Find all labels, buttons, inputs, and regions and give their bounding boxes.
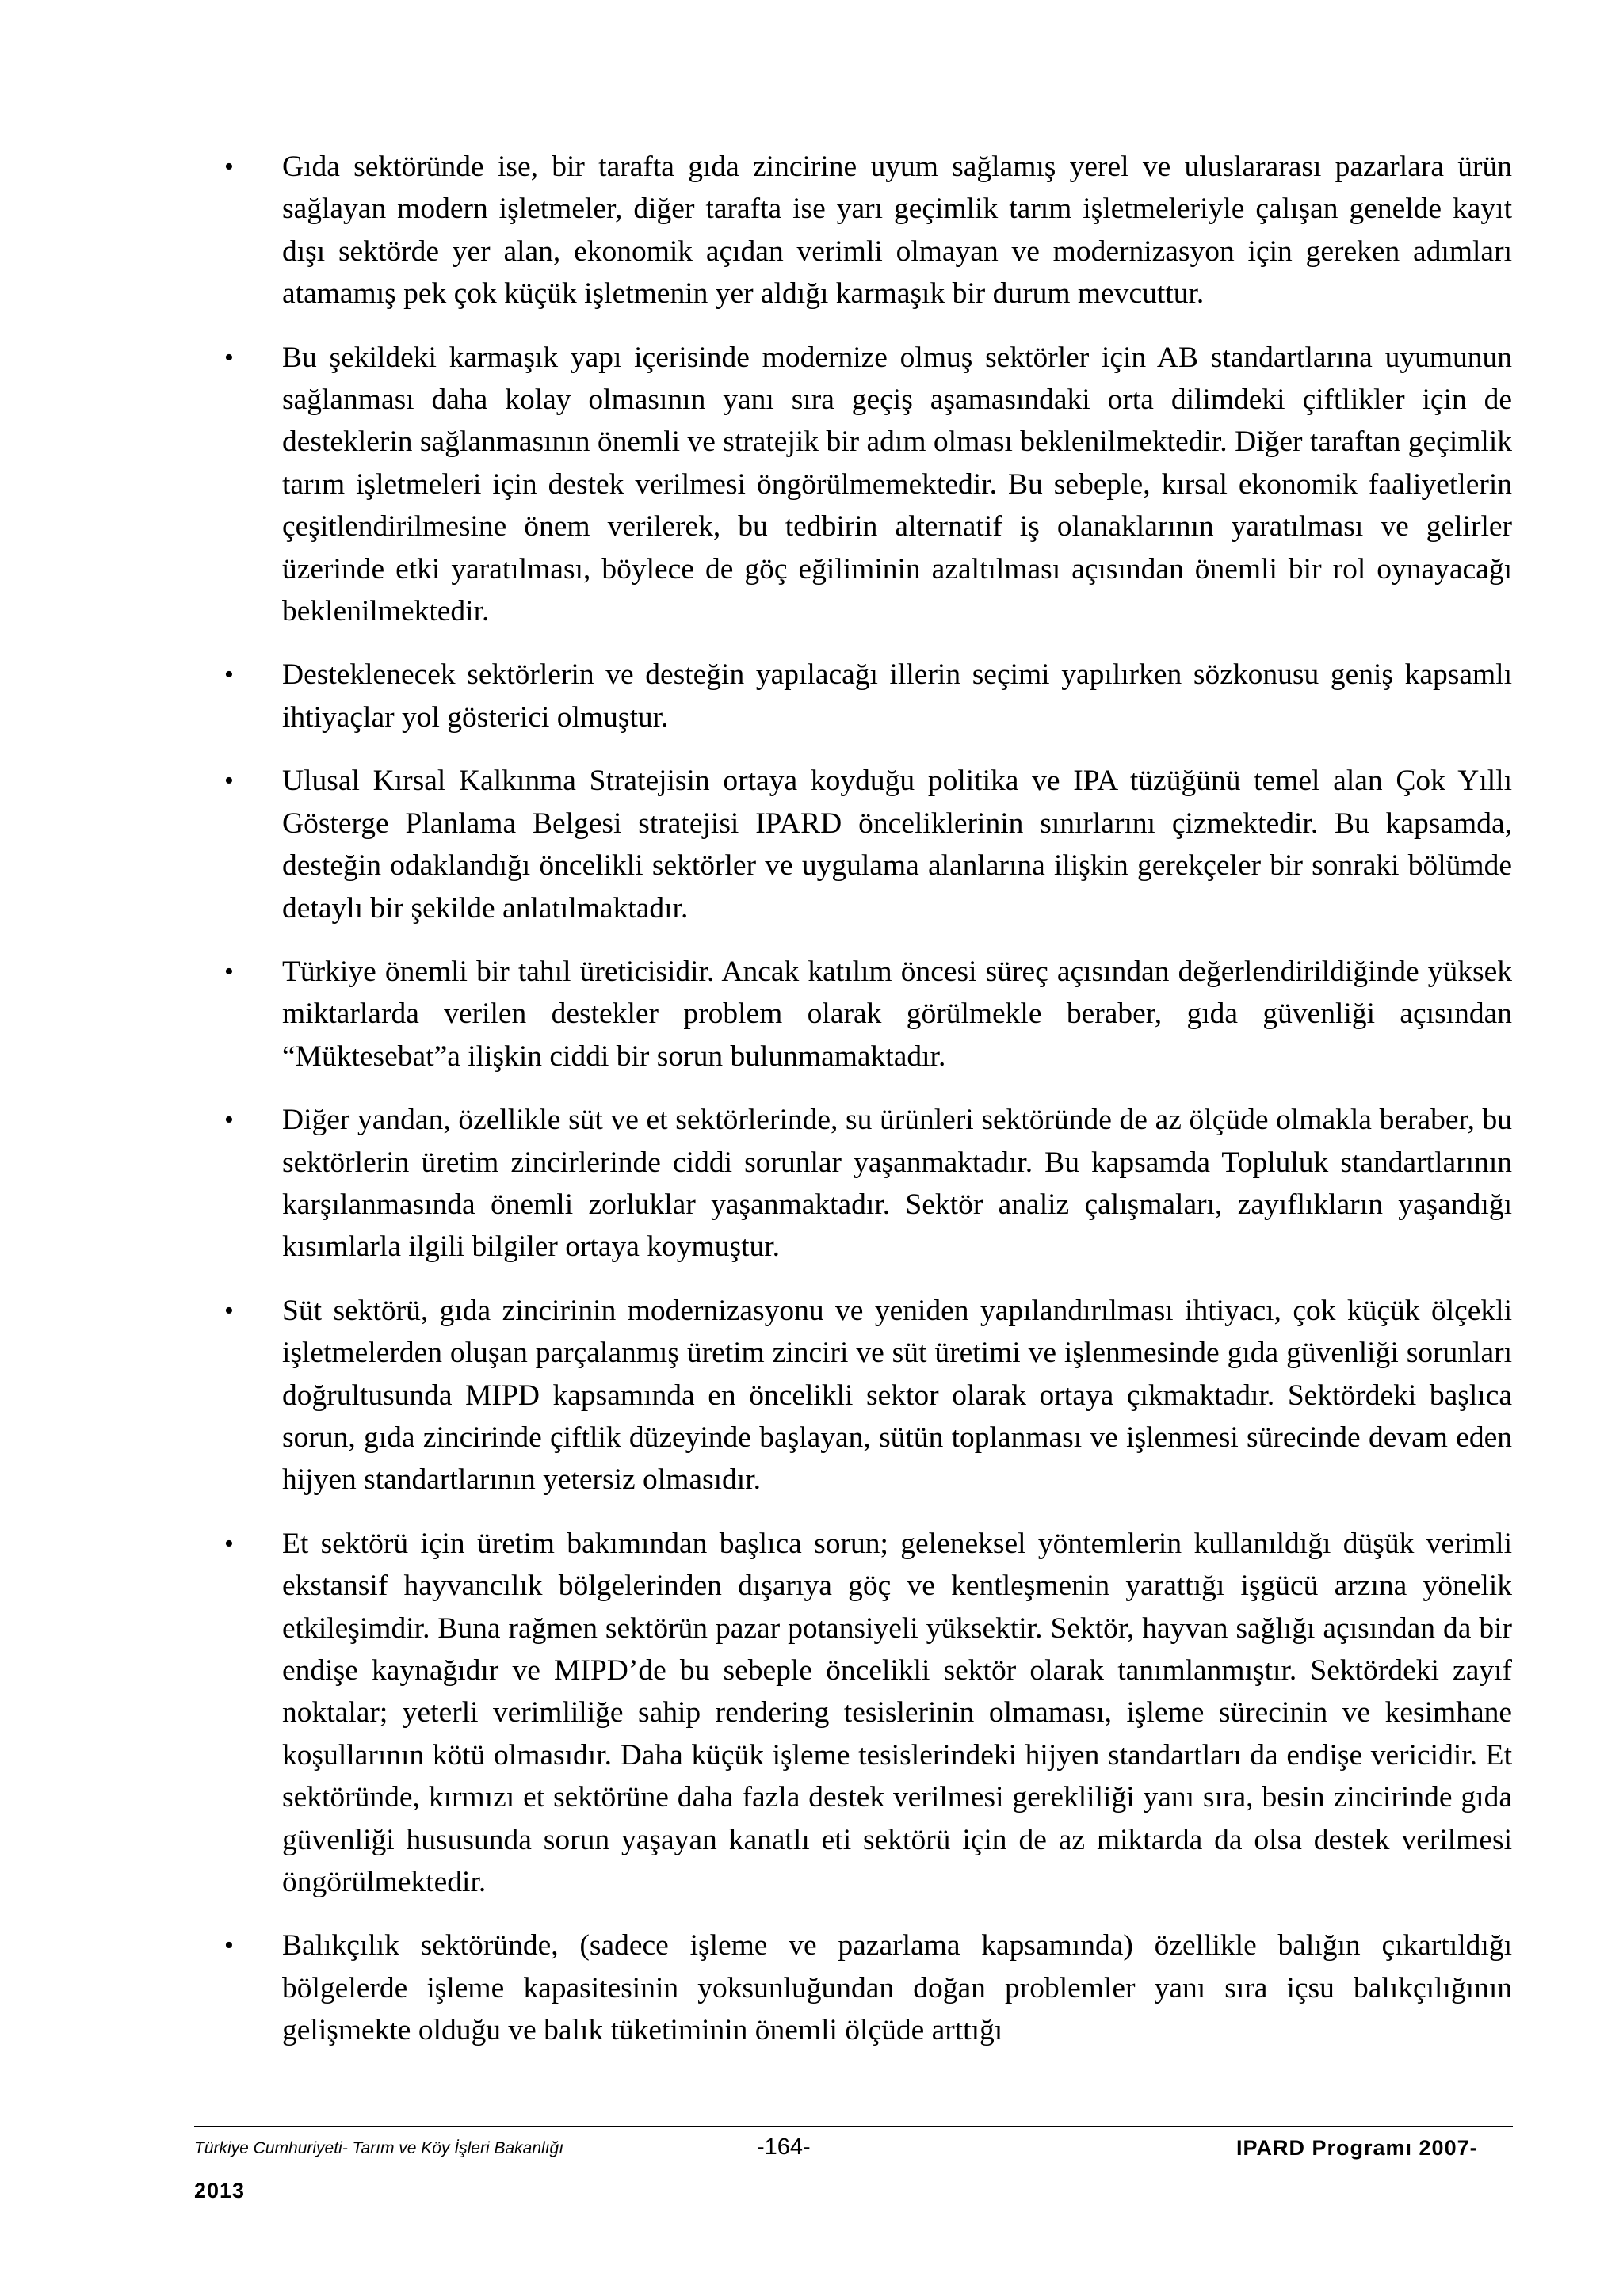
list-item	[224, 1099, 1512, 1268]
list-item	[224, 1523, 1512, 1904]
bullet-list	[224, 146, 1512, 2052]
paragraph-text: Desteklenecek sektörlerin ve desteğin yapılacağı illerin seçimi yapılırken sözkonusu geniş kapsamlı ihtiyaçlar yol gösterici olmuştur.	[282, 658, 1512, 734]
paragraph-text: Diğer yandan, özellikle süt ve et sektörlerinde, su ürünleri sektöründe de az ölçüde olmakla beraber, bu sektörlerin üretim zincirlerinde ciddi sorunlar yaşanmaktadır. Bu kapsamda Topluluk standartlarının karşılanmasında önemli zorluklar yaşanmaktadır. Sektör analiz çalışmaları, zayıflıkların yaşandığı kısımlarla ilgili bilgiler ortaya koymuştur.	[282, 1104, 1512, 1264]
list-item	[224, 1924, 1512, 2051]
paragraph-text: Et sektörü için üretim bakımından başlıca sorun; geleneksel yöntemlerin kullanıldığı düşük verimli ekstansif hayvancılık bölgelerinden dışarıya göç ve kentleşmenin yarattığı işgücü arzına yönelik etkileşimdir. Buna rağmen sektörün pazar potansiyeli yüksektir. Sektör, hayvan sağlığı açısından da bir endişe kaynağıdır ve MIPD’de bu sebeple öncelikli sektör olarak tanımlanmıştır. Sektördeki zayıf noktalar; yeterli verimliliğe sahip rendering tesislerinin olmaması, işleme sürecinin ve kesimhane koşullarının kötü olmasıdır. Daha küçük işleme tesislerindeki hijyen standartları da endişe vericidir. Et sektöründe, kırmızı et sektörüne daha fazla destek verilmesi gerekliliği yanı sıra, besin zincirinde gıda güvenliği hususunda sorun yaşayan kanatlı eti sektörü için de az miktarda da olsa destek verilmesi öngörülmektedir.	[282, 1527, 1512, 1899]
page-number: -164-	[757, 2134, 811, 2160]
bullet-icon: •	[224, 152, 234, 181]
bullet-icon: •	[224, 342, 234, 372]
bullet-icon: •	[224, 1931, 234, 1961]
footer-year: 2013	[194, 2179, 246, 2203]
list-item	[224, 146, 1512, 315]
bullet-icon: •	[224, 660, 234, 690]
bullet-icon: •	[224, 1295, 234, 1325]
paragraph-text: Ulusal Kırsal Kalkınma Stratejisin ortaya koyduğu politika ve IPA tüzüğünü temel alan Çok Yıllı Gösterge Planlama Belgesi stratejisi IPARD önceliklerinin sınırlarını çizmektedir. Bu kapsamda, desteğin odaklandığı öncelikli sektörler ve uygulama alanlarına ilişkin gerekçeler bir sonraki bölümde detaylı bir şekilde anlatılmaktadır.	[282, 765, 1512, 925]
paragraph-text: Süt sektörü, gıda zincirinin modernizasyonu ve yeniden yapılandırılması ihtiyacı, çok küçük ölçekli işletmelerden oluşan parçalanmış üretim zinciri ve süt üretimi ve işlenmesinde gıda güvenliği sorunları doğrultusunda MIPD kapsamında en öncelikli sektor olarak ortaya çıkmaktadır. Sektördeki başlıca sorun, gıda zincirinde çiftlik düzeyinde başlayan, sütün toplanması ve işlenmesi sürecinde devam eden hijyen standartlarının yetersiz olmasıdır.	[282, 1294, 1512, 1497]
paragraph-text: Bu şekildeki karmaşık yapı içerisinde modernize olmuş sektörler için AB standartlarına uyumunun sağlanması daha kolay olmasının yanı sıra geçiş aşamasındaki orta dilimdeki çiftlikler için de desteklerin sağlanmasının önemli ve stratejik bir adım olması beklenilmektedir. Diğer taraftan geçimlik tarım işletmeleri için destek verilmesi öngörülmemektedir. Bu sebeple, kırsal ekonomik faaliyetlerin çeşitlendirilmesine önem verilerek, bu tedbirin alternatif iş olanaklarının yaratılması ve gelirler üzerinde etki yaratılması, böylece de göç eğiliminin azaltılması açısından önemli bir rol oynayacağı beklenilmektedir.	[282, 341, 1512, 628]
list-item	[224, 1290, 1512, 1501]
body-text	[224, 146, 1512, 2073]
footer-divider	[194, 2126, 1513, 2127]
list-item	[224, 951, 1512, 1077]
list-item	[224, 654, 1512, 738]
paragraph-text: Türkiye önemli bir tahıl üreticisidir. Ancak katılım öncesi süreç açısından değerlendirildiğinde yüksek miktarlarda verilen destekler problem olarak görülmekle beraber, gıda güvenliği açısından “Müktesebat”a ilişkin ciddi bir sorun bulunmamaktadır.	[282, 955, 1512, 1073]
bullet-icon: •	[224, 1528, 234, 1558]
bullet-icon: •	[224, 1105, 234, 1135]
footer-program: IPARD Programı 2007-	[1236, 2136, 1478, 2160]
list-item	[224, 760, 1512, 929]
paragraph-text: Balıkçılık sektöründe, (sadece işleme ve pazarlama kapsamında) özellikle balığın çıkartıldığı bölgelerde işleme kapasitesinin yoksunluğundan doğan problemler yanı sıra içsu balıkçılığının gelişmekte olduğu ve balık tüketiminin önemli ölçüde arttığı	[282, 1929, 1512, 2047]
paragraph-text: Gıda sektöründe ise, bir tarafta gıda zincirine uyum sağlamış yerel ve uluslararası pazarlara ürün sağlayan modern işletmeler, diğer tarafta ise yarı geçimlik tarım işletmeleriyle çalışan genelde kayıt dışı sektörde yer alan, ekonomik açıdan verimli olmayan ve modernizasyon için gereken adımları atamamış pek çok küçük işletmenin yer aldığı karmaşık bir durum mevcuttur.	[282, 151, 1512, 311]
bullet-icon: •	[224, 766, 234, 796]
footer-ministry: Türkiye Cumhuriyeti- Tarım ve Köy İşleri Bakanlığı	[194, 2139, 564, 2157]
list-item	[224, 337, 1512, 633]
bullet-icon: •	[224, 956, 234, 986]
